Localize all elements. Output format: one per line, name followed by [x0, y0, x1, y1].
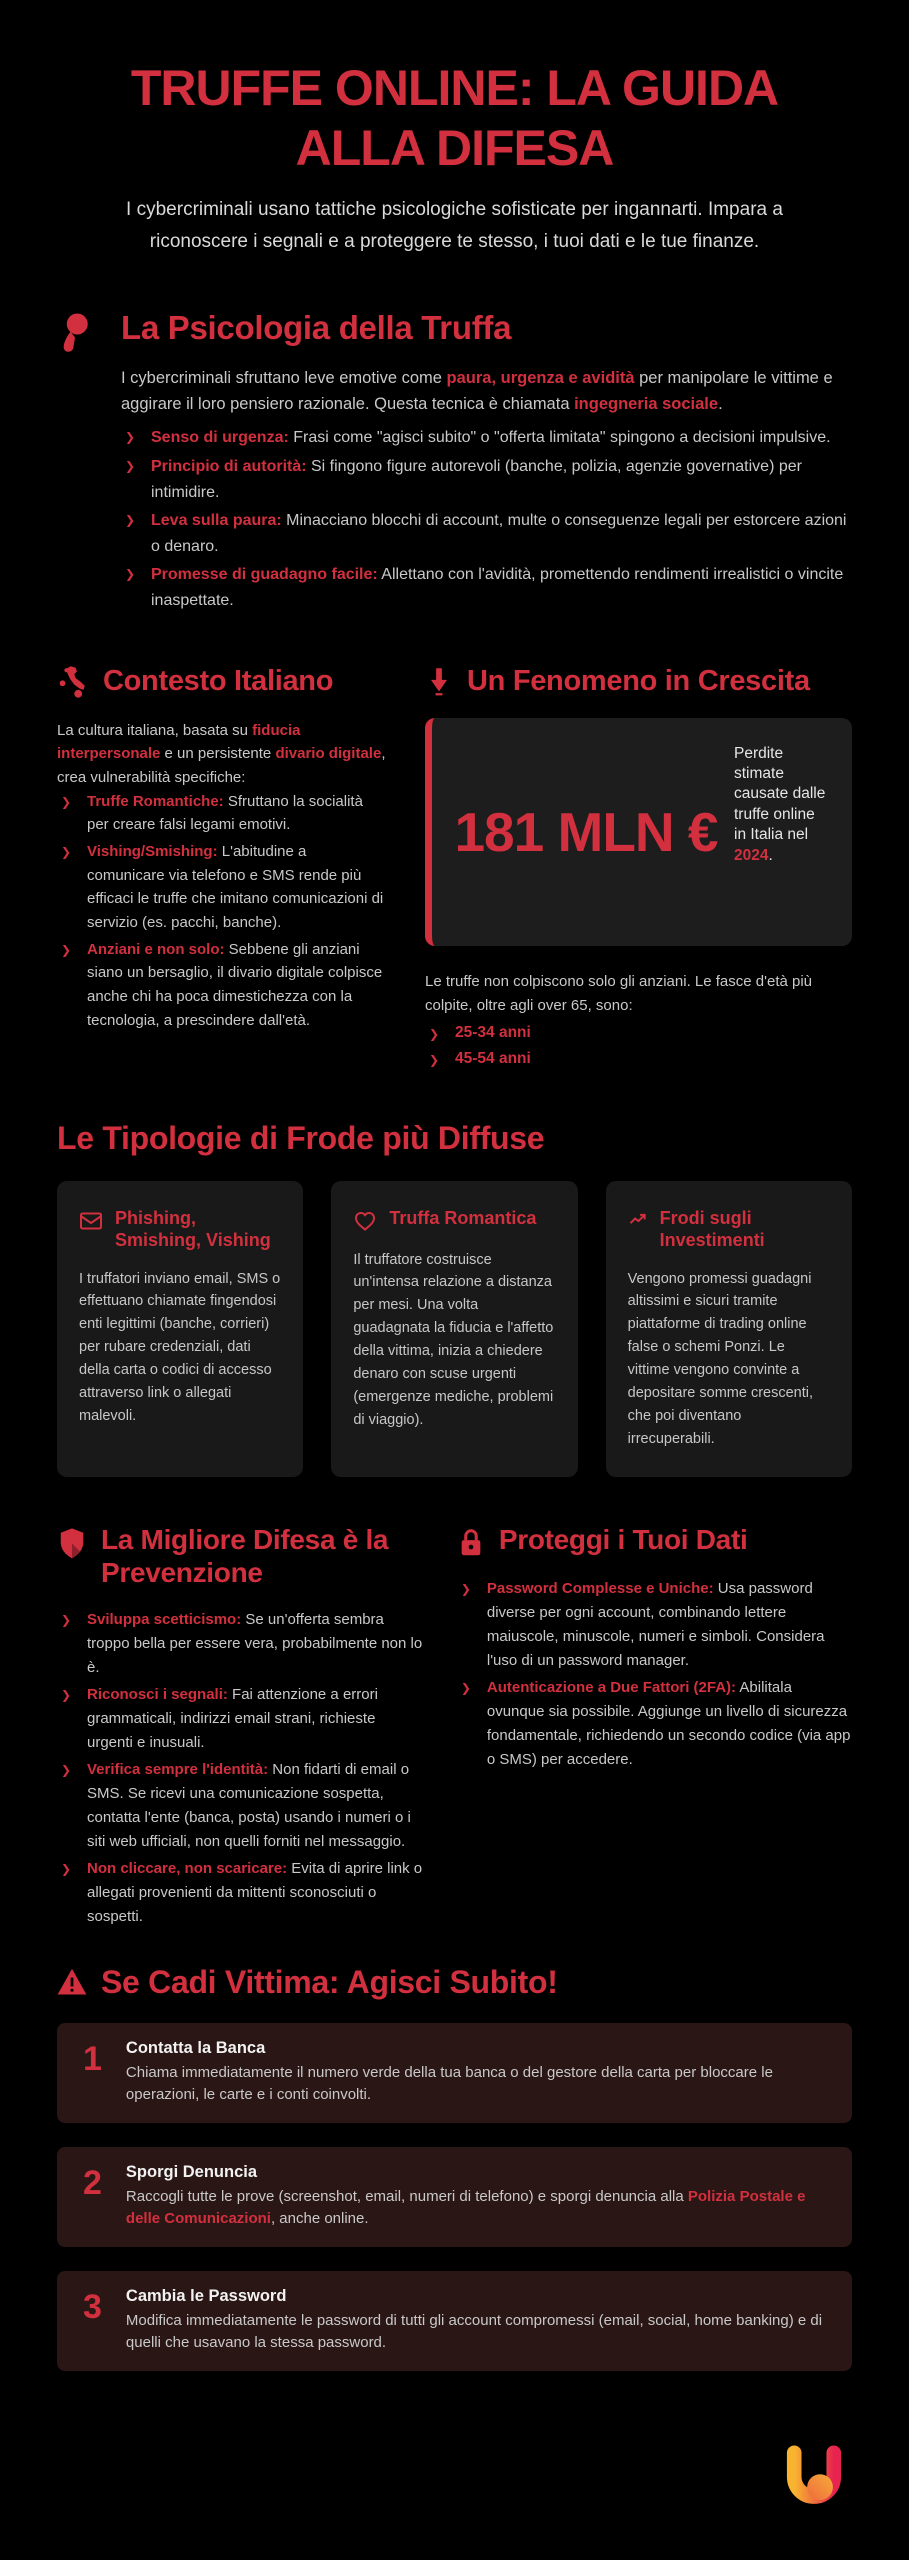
bullet-item [57, 790, 387, 837]
bullet-item [57, 938, 387, 1033]
psychology-bullet-list [121, 425, 852, 613]
bullet-lead: Password Complesse e Uniche: [486, 1579, 714, 1597]
bullet-lead: Anziani e non solo: [87, 940, 225, 958]
prevention-header [57, 1523, 423, 1590]
bullet-lead: Sviluppa scetticismo: [87, 1610, 242, 1628]
bullet-item [57, 1608, 423, 1680]
step-title: Contatta la Banca [125, 2038, 266, 2057]
bullet-lead: Vishing/Smishing: [87, 842, 218, 860]
fraud-card-title: Phishing, Smishing, Vishing [115, 1207, 271, 1251]
fraud-card-text: Il truffatore costruisce un'intensa relazione a distanza per mesi. Una volta guadagnata la fiducia e l'affetto della vittima, inizia a chiedere denaro con scuse urgenti (emergenze mediche, problemi di viaggio). [353, 1251, 554, 1428]
chevron-icon: ❯ [125, 430, 136, 445]
bullet-lead: Riconosci i segnali: [87, 1685, 228, 1703]
bullet-text: Usa password diverse per ogni account, combinando lettere maiuscole, minuscole, numeri e simboli. Considera l'uso di un password manager. [486, 1579, 825, 1669]
chevron-icon: ❯ [429, 1052, 440, 1067]
fraud-card-phishing [57, 1181, 303, 1477]
bullet-item [57, 1857, 423, 1929]
chevron-icon: ❯ [61, 1861, 72, 1876]
protect-heading: Proteggi i Tuoi Dati [498, 1523, 748, 1555]
page-title: TRUFFE ONLINE: LA GUIDA ALLA DIFESA [130, 60, 779, 176]
growth-note: Le truffe non colpiscono solo gli anziani. Le fasce d'età più colpite, oltre agli over 65, sono: [425, 972, 813, 1014]
bullet-text: Abilitala ovunque sia possibile. Aggiunge un livello di sicurezza fondamentale, richiedendo un secondo codice (via app o SMS) per accedere. [486, 1678, 851, 1768]
step-title: Cambia le Password [125, 2286, 287, 2305]
protect-header [457, 1523, 852, 1559]
context-header [57, 665, 387, 699]
prevention-heading: La Migliore Difesa è la Prevenzione [101, 1523, 389, 1589]
bullet-text: Sebbene gli anziani siano un bersaglio, il divario digitale colpisce anche chi ha poca dimestichezza con la tecnologia, a prescindere dall'età. [87, 940, 383, 1029]
bullet-item [57, 1683, 423, 1755]
bullet-lead: Promesse di guadagno facile: [151, 566, 378, 584]
chevron-icon: ❯ [61, 1687, 72, 1702]
shield-icon [57, 1527, 87, 1561]
page-subtitle: I cybercriminali usano tattiche psicologiche sofisticate per ingannarti. Impara a riconoscere i segnali e a proteggere te stesso, i tuoi dati e le tue finanze. [126, 199, 783, 253]
psychology-content [121, 309, 852, 617]
fraud-card-title: Truffa Romantica [389, 1207, 537, 1228]
bullet-item [57, 1758, 423, 1854]
fraud-card-text: Vengono promessi guadagni altissimi e sicuri tramite piattaforme di trading online false o schemi Ponzi. Le vittime vengono convinte a depositare somme crescenti, che poi diventano irrecuperabili. [627, 1270, 814, 1447]
chevron-icon: ❯ [61, 1762, 72, 1777]
fraud-card-title: Frodi sugli Investimenti [659, 1207, 765, 1251]
bullet-item [121, 562, 852, 613]
bullet-text: Sfruttano la socialità per creare falsi legami emotivi. [87, 792, 363, 834]
context-intro: La cultura italiana, basata su fiducia interpersonale e un persistente divario digitale, crea vulnerabilità specifiche: [57, 721, 386, 786]
prevention-column [57, 1523, 423, 1932]
losses-stat-card [425, 718, 852, 946]
step-card-bank [57, 2023, 852, 2123]
chevron-icon: ❯ [61, 794, 72, 809]
step-card-report [57, 2147, 852, 2247]
growth-column [425, 665, 852, 1076]
bullet-lead: Leva sulla paura: [151, 512, 282, 530]
step-number: 1 [83, 2039, 102, 2078]
fraud-cards [57, 1181, 852, 1477]
chevron-icon: ❯ [61, 942, 72, 957]
psychology-heading: La Psicologia della Truffa [121, 308, 512, 346]
fraud-types-heading: Le Tipologie di Frode più Diffuse [57, 1119, 545, 1156]
context-body [57, 719, 387, 1033]
step-text: Chiama immediatamente il numero verde della tua banca o del gestore della carta per bloccare le operazioni, le carte e i conti coinvolti. [125, 2063, 773, 2104]
growth-heading: Un Fenomeno in Crescita [467, 664, 810, 697]
step-number: 2 [83, 2163, 102, 2202]
bullet-lead: Senso di urgenza: [151, 429, 289, 447]
stat-value: 181 MLN € [454, 800, 718, 863]
context-bullet-list [57, 790, 387, 1033]
bullet-text: Non fidarti di email o SMS. Se ricevi una comunicazione sospetta, contatta l'ente (banca, posta) usando i numeri o i siti web ufficiali, non quelli forniti nel messaggio. [87, 1760, 411, 1850]
italy-map-icon [57, 665, 89, 699]
context-column [57, 665, 387, 1076]
bullet-text: Si fingono figure autorevoli (banche, polizia, agenzie governative) per intimidire. [151, 457, 802, 501]
trending-chart-icon [628, 1209, 648, 1229]
bullet-item [457, 1676, 852, 1772]
heart-icon [353, 1209, 377, 1233]
protect-column [457, 1523, 852, 1932]
age-item: ❯ 25-34 anni [429, 1023, 531, 1041]
step-number: 3 [83, 2287, 102, 2326]
bullet-lead: Autenticazione a Due Fattori (2FA): [486, 1678, 737, 1696]
brand-logo [771, 2439, 857, 2530]
step-card-passwords [57, 2271, 852, 2371]
bullet-item [57, 840, 387, 935]
victim-heading: Se Cadi Vittima: Agisci Subito! [101, 1963, 558, 2000]
bullet-text: Minacciano blocchi di account, multe o conseguenze legali per estorcere azioni o denaro. [151, 512, 847, 555]
envelope-icon [79, 1209, 103, 1233]
chevron-icon: ❯ [125, 513, 136, 528]
bullet-text: Frasi come "agisci subito" o "offerta limitata" spingono a decisioni impulsive. [288, 429, 831, 447]
chevron-icon: ❯ [125, 458, 136, 473]
section-victim-actions [57, 1964, 852, 2371]
lock-icon [457, 1527, 485, 1559]
section-psychology [57, 309, 852, 617]
chevron-icon: ❯ [125, 567, 136, 582]
bullet-item [457, 1577, 852, 1673]
bullet-text: Se un'offerta sembra troppo bella per essere vera, probabilmente non lo è. [87, 1610, 423, 1676]
bullet-text: Evita di aprire link o allegati provenienti da mittenti sconosciuti o sospetti. [87, 1859, 423, 1925]
chevron-icon: ❯ [61, 1612, 72, 1627]
prevention-bullet-list [57, 1608, 423, 1929]
warning-icon [57, 1968, 87, 1996]
section-context-growth [57, 665, 852, 1076]
section-prevention-protect [57, 1523, 852, 1932]
bullet-text: Fai attenzione a errori grammaticali, indirizzi email strani, richieste urgenti e inusuali. [87, 1685, 378, 1751]
step-text: Modifica immediatamente le password di tutti gli account compromessi (email, social, home banking) e di quelli che usavano la stessa password. [125, 2311, 823, 2352]
section-fraud-types [57, 1120, 852, 1477]
fraud-card-romance [331, 1181, 577, 1477]
fraud-card-investments [606, 1181, 852, 1477]
psychology-intro: I cybercriminali sfruttano leve emotive come paura, urgenza e avidità per manipolare le vittime e aggirare il loro pensiero razionale. Questa tecnica è chiamata ingegneria sociale. [121, 368, 833, 413]
bullet-lead: Truffe Romantiche: [87, 792, 224, 810]
fraud-card-text: I truffatori inviano email, SMS o effettuano chiamate fingendosi enti legittimi (banche, corrieri) per rubare credenziali, dati della carta o codici di accesso attraverso link o allegati malevoli. [79, 1270, 281, 1424]
chevron-icon: ❯ [460, 1680, 471, 1695]
bullet-lead: Principio di autorità: [151, 457, 307, 475]
step-text: Raccogli tutte le prove (screenshot, email, numeri di telefono) e sporgi denuncia alla Polizia Postale e delle Comunicazioni, anche online. [125, 2187, 806, 2228]
bullet-lead: Verifica sempre l'identità: [87, 1760, 269, 1778]
psychology-icon [57, 311, 93, 355]
age-item: ❯ 45-54 anni [429, 1049, 531, 1067]
chevron-icon: ❯ [460, 1581, 471, 1596]
victim-header [57, 1964, 852, 2001]
context-heading: Contesto Italiano [103, 665, 334, 698]
chevron-icon: ❯ [429, 1026, 440, 1041]
bullet-text: Allettano con l'avidità, promettendo rendimenti irrealistici o vincite inaspettate. [151, 566, 844, 609]
protect-bullet-list [457, 1577, 852, 1772]
bullet-lead: Non cliccare, non scaricare: [87, 1859, 288, 1877]
step-title: Sporgi Denuncia [125, 2162, 258, 2181]
bullet-item [121, 454, 852, 505]
chevron-icon: ❯ [61, 844, 72, 859]
arrow-down-icon [425, 666, 453, 696]
age-list [425, 1024, 852, 1068]
growth-header [425, 665, 852, 698]
stat-caption: Perdite stimate causate dalle truffe online in Italia nel 2024. [734, 744, 826, 864]
bullet-item [121, 508, 852, 559]
bullet-item [121, 425, 852, 451]
bullet-text: L'abitudine a comunicare via telefono e SMS rende più efficaci le truffe che imitano comunicazioni di servizio (es. pacchi, banche). [87, 842, 384, 932]
